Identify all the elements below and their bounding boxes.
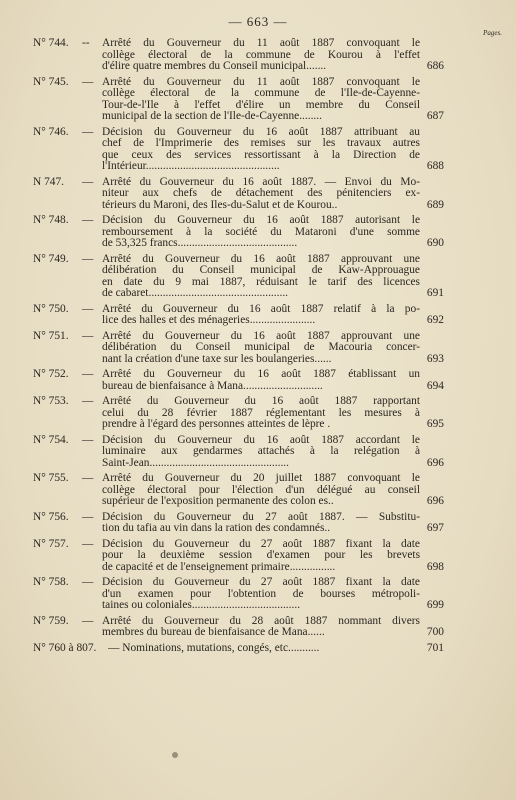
entry-text-line: niteur aux chefs de détachement des pénitenciers ex- xyxy=(102,187,420,199)
entry-text xyxy=(102,473,420,508)
entry-dash: — xyxy=(82,329,94,342)
entry-dash: — xyxy=(82,175,94,188)
entry-text-line: Décision du Gouverneur du 16 août 1887 autorisant le xyxy=(102,214,420,226)
pages-column-label: Pages. xyxy=(483,29,502,37)
entry-text-line: lice des halles et des ménageries....................... xyxy=(102,315,316,326)
entry-text-line: Décision du Gouverneur du 16 août 1887 accordant le xyxy=(102,433,420,446)
entry-text xyxy=(102,369,420,392)
entry-text-line: d'élire quatre membres du Conseil municipal....... xyxy=(102,61,327,72)
entry xyxy=(0,215,516,250)
entry-text-line: Arrêté du Gouverneur du 16 août 1887 établissant un xyxy=(102,368,420,380)
entry-text-line: délibération du Conseil municipal de Macouria concer- xyxy=(102,341,420,353)
entry-number: N° 749. xyxy=(33,252,69,265)
entry-text-line: Décision du Gouverneur du 27 août 1887 fixant la date xyxy=(102,576,420,588)
entry-text-line: celui du 28 février 1887 réglementant les mesures à xyxy=(102,406,420,419)
entry-text-line: de cabaret................................................. xyxy=(102,288,289,299)
entry-text-line: Tour-de-l'Ile à l'effet d'élire un membre du Conseil xyxy=(102,98,420,111)
entry-text-line: Arrêté du Gouverneur du 16 août 1887 relatif à la po- xyxy=(102,302,420,315)
entry-dash: — xyxy=(82,395,94,407)
entry-number: N° 759. xyxy=(33,614,69,627)
entry-page-number: 695 xyxy=(426,418,444,430)
entry-dash: — xyxy=(82,368,94,380)
entry xyxy=(0,77,516,123)
entry-text-line: que ceux des services ressortissant à la Direction de xyxy=(102,148,420,161)
entry-dash: — xyxy=(82,252,94,265)
entry-text-line: collège électoral de la commune de Kourou à l'effet xyxy=(102,48,420,61)
entry-text-line: luminaire aux gendarmes attachés à la relégation à xyxy=(102,445,420,457)
ink-smudge xyxy=(172,752,178,758)
entry-dash: — xyxy=(82,125,94,138)
entry-dash: — xyxy=(82,302,94,315)
entry xyxy=(0,435,516,470)
entry xyxy=(0,473,516,508)
entry xyxy=(0,38,516,73)
entry-text xyxy=(102,127,420,173)
entry-page-number: 700 xyxy=(426,626,444,638)
entry-final xyxy=(0,643,516,655)
entry-text-line: membres du bureau de bienfaisance de Mana...... xyxy=(102,627,325,638)
entry-dash: — xyxy=(82,214,94,226)
entry-text-line: térieurs du Maroni, des Iles-du-Salut et de Kourou.. xyxy=(102,199,338,211)
entry xyxy=(0,331,516,366)
entry-text-line: supérieur de l'exposition permanente des colon es.. xyxy=(102,496,334,507)
entry-text xyxy=(102,304,420,327)
entry-text xyxy=(102,177,420,212)
entry-number: N° 757. xyxy=(33,537,69,550)
entry-text-line: de 53,325 francs.......................................... xyxy=(102,238,298,249)
entry-page-number: 701 xyxy=(426,641,444,654)
entry-text xyxy=(102,435,420,470)
entry-text-line: pour la deuxième session d'examen pour les brevets xyxy=(102,549,420,561)
entry-number: N° 755. xyxy=(33,472,69,484)
entry-dash: — xyxy=(82,576,94,588)
entry-number: N° 748. xyxy=(33,214,69,226)
entry-text xyxy=(102,396,420,431)
entry-text-line: collège électoral pour l'élection d'un délégué au conseil xyxy=(102,483,420,496)
entry-text-line: Saint-Jean................................................. xyxy=(102,457,289,469)
entry-number: N° 758. xyxy=(33,576,69,588)
entry-dash: — xyxy=(82,433,94,446)
entry-text-line: Arrêté du Gouverneur du 11 août 1887 convoquant le xyxy=(102,37,420,49)
entry-page-number: 697 xyxy=(426,522,444,534)
entry-number: N° 746. xyxy=(33,125,69,138)
entry-page-number: 693 xyxy=(426,352,444,365)
entry-text xyxy=(102,616,420,639)
entry-text-line: Arrêté du Gouverneur du 16 août 1887 approuvant une xyxy=(102,329,420,342)
entry-text-line: Arrêté du Gouverneur du 20 juillet 1887 convoquant le xyxy=(102,472,420,484)
entry-text xyxy=(102,331,420,366)
entry-page-number: 696 xyxy=(426,495,444,507)
entry-text xyxy=(102,539,420,574)
entry-text-line: taines ou coloniales...................................... xyxy=(102,600,301,611)
entry-list xyxy=(0,38,516,658)
entry-page-number: 691 xyxy=(426,287,444,299)
entry-text-line: Décision du Gouverneur du 27 août 1887. — Substitu- xyxy=(102,510,420,523)
entry-text-line: d'un examen pour l'obtention de bourses métropoli- xyxy=(102,587,420,600)
entry-page-number: 696 xyxy=(426,456,444,469)
entry xyxy=(0,177,516,212)
entry-page-number: 689 xyxy=(426,198,444,211)
entry-text xyxy=(102,577,420,612)
entry-page-number: 690 xyxy=(426,237,444,249)
entry-page-number: 694 xyxy=(426,379,444,392)
entry-number: N° 745. xyxy=(33,75,69,88)
entry-page-number: 692 xyxy=(426,314,444,326)
entry-text-line: délibération du Conseil municipal de Kaw-Approuague xyxy=(102,264,420,276)
entry-dash: — xyxy=(82,75,94,88)
entry-text-line: Décision du Gouverneur du 27 août 1887 fixant la date xyxy=(102,537,420,550)
entry-text-line: Arrêté du Gouverneur du 16 août 1887 rapportant xyxy=(102,395,420,407)
entry-dash: -- xyxy=(82,37,90,49)
entry-number: N° 750. xyxy=(33,302,69,315)
entry-text-line: nant la création d'une taxe sur les boulangeries...... xyxy=(102,353,332,365)
entry-number: N° 744. xyxy=(33,37,69,49)
entry-text-line: Arrêté du Gouverneur du 16 août 1887. — Envoi du Mo- xyxy=(102,175,420,188)
entry-text-line: Arrêté du Gouverneur du 16 août 1887 approuvant une xyxy=(102,252,420,265)
entry-text-line: Arrêté du Gouverneur du 11 août 1887 convoquant le xyxy=(102,75,420,88)
entry xyxy=(0,127,516,173)
entry-dash: — xyxy=(82,510,94,523)
entry-number: N° 756. xyxy=(33,510,69,523)
entry-text-line: Arrêté du Gouverneur du 28 août 1887 nommant divers xyxy=(102,614,420,627)
entry xyxy=(0,396,516,431)
entry-text xyxy=(102,77,420,123)
entry xyxy=(0,254,516,300)
entry-dash: — xyxy=(82,472,94,484)
page-number: — 663 — xyxy=(228,14,288,29)
entry-page-number: 688 xyxy=(426,160,444,172)
entry-number: N° 751. xyxy=(33,329,69,342)
entry-text-line: l'Intérieur............................................... xyxy=(102,161,280,172)
entry-page-number: 699 xyxy=(426,599,444,611)
entry-number: N° 752. xyxy=(33,368,69,380)
entry-text-line: Décision du Gouverneur du 16 août 1887 attribuant au xyxy=(102,125,420,138)
entry xyxy=(0,539,516,574)
entry-text: — Nominations, mutations, congés, etc........... xyxy=(108,642,320,654)
entry-page-number: 698 xyxy=(426,560,444,573)
entry-text xyxy=(102,512,420,535)
entry xyxy=(0,512,516,535)
entry-text xyxy=(102,215,420,250)
entry-text-line: collège électoral de la commune de l'Ile-de-Cayenne- xyxy=(102,87,420,99)
entry-number: N° 753. xyxy=(33,395,69,407)
entry-page-number: 686 xyxy=(426,60,444,72)
entry-text xyxy=(102,254,420,300)
entry-page-number: 687 xyxy=(426,110,444,122)
entry-text-line: de capacité et de l'enseignement primaire................ xyxy=(102,561,336,573)
entry xyxy=(0,577,516,612)
entry-text-line: bureau de bienfaisance à Mana............................ xyxy=(102,380,323,392)
entry-dash: — xyxy=(82,537,94,550)
entry-text-line: prendre à l'égard des personnes atteintes de lèpre . xyxy=(102,419,331,430)
entry xyxy=(0,616,516,639)
entry-text-line: municipal de la section de l'Ile-de-Cayenne........ xyxy=(102,111,322,122)
entry-text-line: tion du tafia au vin dans la ration des condamnés.. xyxy=(102,523,331,534)
entry-dash: — xyxy=(82,614,94,627)
entry xyxy=(0,369,516,392)
entry-text-line: en date du 9 mai 1887, réduisant le tarif des licences xyxy=(102,275,420,288)
entry-number: N 747. xyxy=(33,175,65,188)
entry-text-line: chef de l'Imprimerie des remises sur les travaux autres xyxy=(102,137,420,149)
entry-text xyxy=(102,38,420,73)
entry xyxy=(0,304,516,327)
entry-text-line: remboursement à la société du Mataroni d'une somme xyxy=(102,225,420,238)
entry-number: N° 754. xyxy=(33,433,69,446)
entry-number: N° 760 à 807. xyxy=(33,641,97,654)
